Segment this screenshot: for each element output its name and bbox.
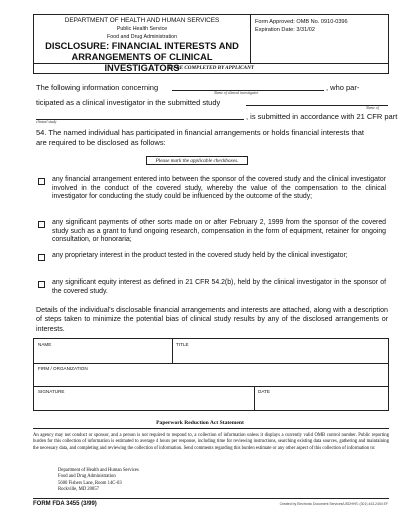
paperwork-title: Paperwork Reduction Act Statement	[156, 420, 244, 426]
header-divider	[250, 15, 251, 63]
firm-input[interactable]	[36, 372, 386, 384]
statement-line-3-end: , is submitted in accordance with 21 CFR part	[246, 112, 398, 121]
form-number: FORM FDA 3455 (3/99)	[33, 501, 97, 507]
checkbox-equity-interest[interactable]	[38, 281, 45, 288]
form-title-line-2: ARRANGEMENTS OF CLINICAL INVESTIGATORS	[71, 52, 213, 73]
omb-number: Form Approved: OMB No. 0910-0396	[255, 19, 348, 25]
name-input[interactable]	[36, 348, 170, 361]
applicant-banner: TO BE COMPLETED BY APPLICANT	[33, 64, 389, 74]
signature-input[interactable]	[36, 395, 252, 409]
checkbox-proprietary-interest[interactable]	[38, 254, 45, 261]
item-financial-arrangement: any financial arrangement entered into between the sponsor of the covered study and the clinical investigator involved in the conduct of the covered study, whereby the value of the compensation to the clinical investigator for conducting the study could be influenced by the outcome of the study;	[52, 176, 386, 201]
signature-table	[33, 338, 389, 411]
department-name: DEPARTMENT OF HEALTH AND HUMAN SERVICES	[64, 17, 220, 24]
item-proprietary-interest: any proprietary interest in the product tested in the covered study held by the clinical investigator;	[52, 252, 348, 259]
paperwork-rule	[33, 428, 389, 429]
date-label: DATE	[258, 389, 270, 394]
title-input[interactable]	[174, 348, 386, 361]
details-paragraph: Details of the individual's disclosable financial arrangements and interests are attached, along with a description of steps taken to minimize the potential bias of clinical study results by any of the disclosed arrangements or interests.	[36, 306, 388, 333]
table-divider-signature-date	[254, 386, 255, 410]
caption-clinical-study: clinical study	[36, 120, 57, 124]
statement-line-1-start: The following information concerning	[36, 83, 159, 92]
date-input[interactable]	[256, 395, 386, 409]
address-line: 5600 Fishers Lane, Room 14C-03	[58, 480, 122, 486]
signature-label: SIGNATURE	[38, 389, 65, 394]
agency-name: Food and Drug Administration	[106, 34, 178, 40]
service-name: Public Health Service	[116, 26, 168, 32]
statement-line-5: are required to be disclosed as follows:	[36, 138, 166, 147]
caption-name-of: Name of	[366, 106, 379, 110]
address-line: Food and Drug Administration	[58, 474, 116, 480]
item-significant-payments: any significant payments of other sorts made on or after February 2, 1999 from the sponsor of the covered study such as a grant to fund ongoing research, compensation in the form of equipment, retainer for ongoing consultation, or honoraria;	[52, 219, 386, 244]
omb-block	[255, 18, 348, 34]
address-line: Department of Health and Human Services	[58, 468, 139, 473]
paperwork-address	[58, 468, 139, 494]
statement-line-2: ticipated as a clinical investigator in the submitted study	[36, 98, 221, 107]
table-row-divider-2	[34, 386, 388, 387]
address-line: Rockville, MD 20857	[58, 487, 100, 493]
expiration-date: Expiration Date: 3/31/02	[255, 27, 316, 33]
caption-investigator: Name of clinical investigator	[214, 91, 259, 95]
name-label: NAME	[38, 342, 52, 347]
statement-line-4: 54. The named individual has participated in financial arrangements or holds financial interests that	[36, 128, 364, 137]
table-divider-name-title	[172, 339, 173, 363]
agency-block	[34, 17, 250, 41]
title-label: TITLE	[176, 342, 189, 347]
table-row-divider-1	[34, 363, 388, 364]
study-name-field-2[interactable]	[36, 119, 244, 120]
checkbox-financial-arrangement[interactable]	[38, 178, 45, 185]
footer-credit: Created by Electronic Document Services/USDHHS: (301) 443-2454 EF	[279, 502, 388, 506]
statement-line-1-end: , who par-	[326, 83, 360, 92]
item-equity-interest: any significant equity interest as defined in 21 CFR 54.2(b), held by the clinical investigator in the sponsor of the covered study.	[52, 279, 386, 295]
firm-label: FIRM / ORGANIZATION	[38, 366, 88, 371]
checkbox-instruction: Please mark the applicable checkboxes.	[146, 156, 248, 165]
checkbox-significant-payments[interactable]	[38, 221, 45, 228]
form-title-line-1: DISCLOSURE: FINANCIAL INTERESTS AND	[45, 41, 239, 51]
footer-rule	[33, 498, 389, 499]
paperwork-statement: An agency may not conduct or sponsor, and a person is not required to respond to, a collection of information unless it displays a currently valid OMB control number. Public reporting burden for this collection of information is estimated to average 4 hours per response, including time for reviewing instructions, searching existing data sources, gathering and maintaining the necessary data, and completing and reviewing the collection of information. Send comments regarding this burden estimate or any other aspect of this collection of information to:	[33, 433, 389, 451]
